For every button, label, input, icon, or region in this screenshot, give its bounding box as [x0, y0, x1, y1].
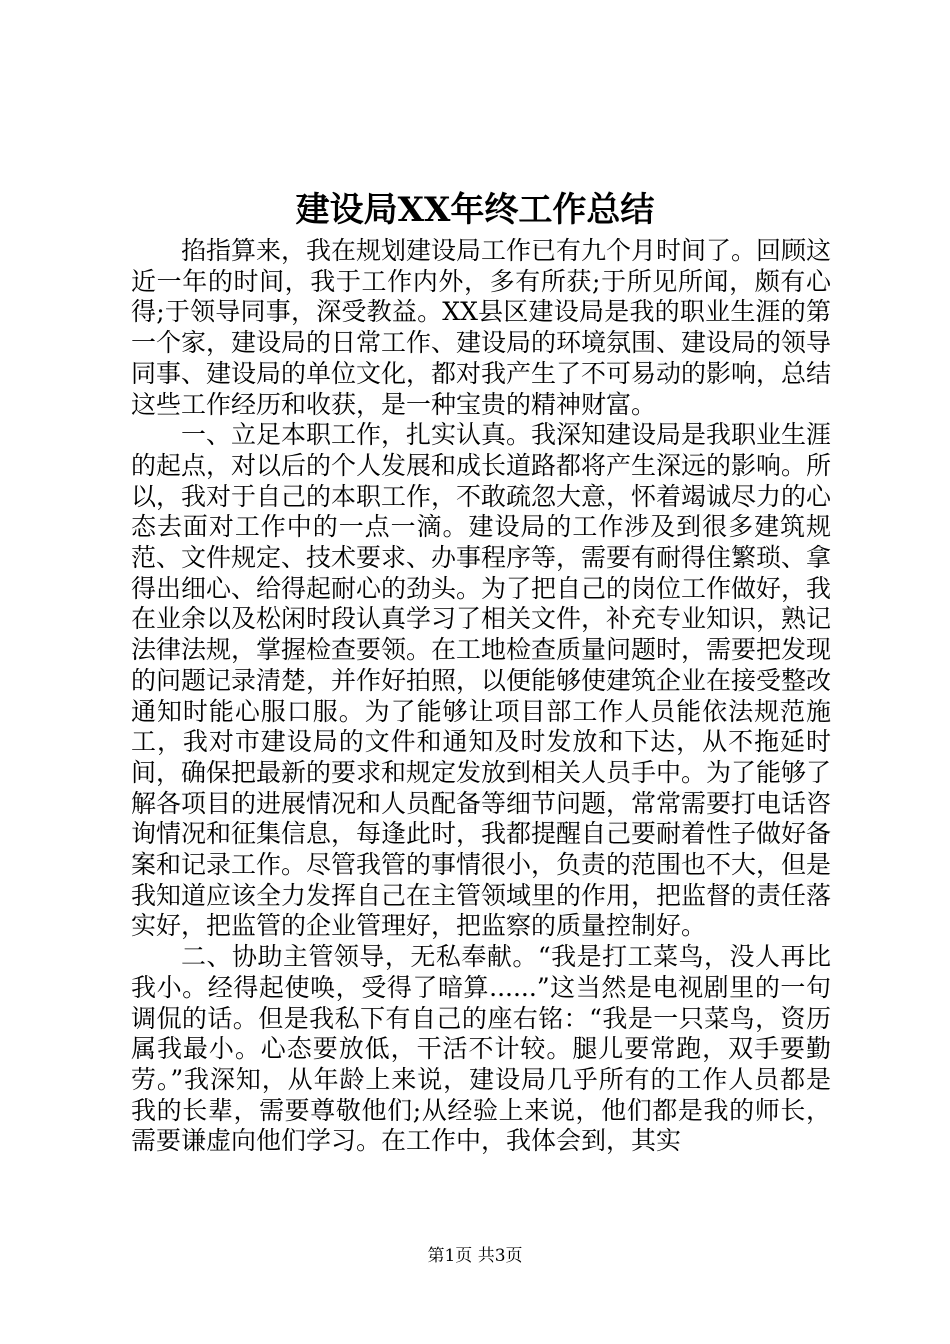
document-title: 建设局XX年终工作总结: [295, 190, 655, 230]
body-paragraph-intro: 掐指算来，我在规划建设局工作已有九个月时间了。回顾这近一年的时间，我于工作内外，多有所获;于所见所闻，颇有心得;于领导同事，深受教益。XX县区建设局是我的职业生涯的第一个家，建设局的日常工作、建设局的环境氛围、建设局的领导同事、建设局的单位文化，都对我产生了不可易动的影响，总结这些工作经历和收获，是一种宝贵的精神财富。: [131, 236, 832, 419]
document-body: [131, 236, 831, 1157]
body-paragraph-section-2: 二、协助主管领导，无私奉献。“我是打工菜鸟，没人再比我小。经得起使唤，受得了暗算......”这当然是电视剧里的一句调侃的话。但是我私下有自己的座右铭：“我是一只菜鸟，资历属我最小。心态要放低，干活不计较。腿儿要常跑，双手要勤劳。”我深知，从年龄上来说，建设局几乎所有的工作人员都是我的长辈，需要尊敬他们;从经验上来说，他们都是我的师长，需要谦虚向他们学习。在工作中，我体会到，其实: [131, 942, 831, 1156]
page-number-footer: 第1页 共3页: [427, 1246, 523, 1266]
body-paragraph-section-1: 一、立足本职工作，扎实认真。我深知建设局是我职业生涯的起点，对以后的个人发展和成长道路都将产生深远的影响。所以，我对于自己的本职工作，不敢疏忽大意，怀着竭诚尽力的心态去面对工作中的一点一滴。建设局的工作涉及到很多建筑规范、文件规定、技术要求、办事程序等，需要有耐得住繁琐、拿得出细心、给得起耐心的劲头。为了把自己的岗位工作做好，我在业余以及松闲时段认真学习了相关文件，补充专业知识，熟记法律法规，掌握检查要领。在工地检查质量问题时，需要把发现的问题记录清楚，并作好拍照，以便能够使建筑企业在接受整改通知时能心服口服。为了能够让项目部工作人员能依法规范施工，我对市建设局的文件和通知及时发放和下达，从不拖延时间，确保把最新的要求和规定发放到相关人员手中。为了能够了解各项目的进展情况和人员配备等细节问题，常常需要打电话咨询情况和征集信息，每逢此时，我都提醒自己要耐着性子做好备案和记录工作。尽管我管的事情很小，负责的范围也不大，但是我知道应该全力发挥自己在主管领域里的作用，把监督的责任落实好，把监管的企业管理好，把监察的质量控制好。: [131, 420, 832, 941]
